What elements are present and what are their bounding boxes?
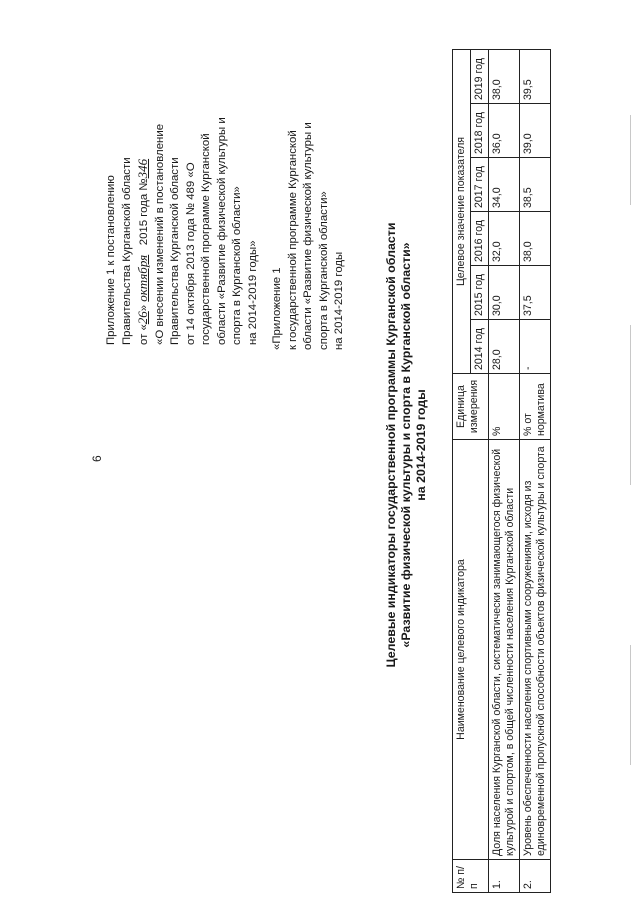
title-line: «Развитие физической культуры и спорта в Курганской области»	[399, 242, 413, 648]
row-value: 37,5	[520, 266, 551, 320]
row-value: 32,0	[489, 212, 520, 266]
row-num: 2.	[520, 860, 551, 893]
table-row	[520, 50, 551, 893]
scan-artifact-line	[630, 645, 631, 765]
row-value: 30,0	[489, 266, 520, 320]
annex-line: спорта в Курганской области»	[317, 191, 330, 350]
row-indicator-name: Доля населения Курганской области, систематически занимающегося физической культурой и спортом, в общей численности населения Курганской области	[489, 440, 520, 860]
decree-line: Правительства Курганской области	[120, 157, 133, 345]
decree-line: Приложение 1 к постановлению	[105, 175, 117, 345]
row-indicator-name: Уровень обеспеченности населения спортивными сооружениями, исходя из единовременной пропускной способности объектов физической культуры и спорта	[520, 440, 551, 860]
header-year: 2016 год	[471, 212, 489, 266]
annex-reference-block	[270, 20, 348, 350]
row-value: 39,5	[520, 50, 551, 104]
header-target-group: Целевое значение показателя	[453, 50, 471, 374]
decree-line: на 2014-2019 годы»	[246, 240, 259, 345]
title-line: Целевые индикаторы государственной программы Курганской области	[384, 222, 398, 668]
row-num: 1.	[489, 860, 520, 893]
handwritten-number: 346	[135, 158, 150, 179]
handwritten-day: 26	[135, 311, 150, 325]
annex-line: на 2014-2019 годы	[333, 251, 345, 350]
annex-line: к государственной программе Курганской	[286, 130, 299, 350]
row-value: 38,5	[520, 158, 551, 212]
table-row	[489, 50, 520, 893]
header-name: Наименование целевого индикатора	[453, 440, 489, 860]
row-value: -	[520, 320, 551, 374]
header-year: 2014 год	[471, 320, 489, 374]
row-value: 28,0	[489, 320, 520, 374]
table-header-row	[453, 50, 471, 893]
decree-line: «О внесении изменений в постановление	[153, 123, 166, 345]
scan-artifact-line	[630, 115, 631, 205]
header-year: 2019 год	[471, 50, 489, 104]
scan-artifact-line	[630, 325, 631, 485]
header-num: № п/п	[453, 860, 489, 893]
row-value: 34,0	[489, 158, 520, 212]
indicators-table	[452, 49, 551, 893]
decree-line: от 14 октября 2013 года № 489 «О	[184, 162, 197, 345]
row-unit: % от норматива	[520, 374, 551, 440]
decree-line: спорта в Курганской области»	[231, 186, 243, 345]
header-year: 2018 год	[471, 104, 489, 158]
header-year: 2017 год	[471, 158, 489, 212]
decree-reference-block	[104, 15, 261, 345]
header-year: 2015 год	[471, 266, 489, 320]
row-value: 38,0	[520, 212, 551, 266]
header-unit: Единица измерения	[453, 374, 489, 440]
title-line: на 2014-2019 годы	[414, 389, 428, 501]
document-title	[384, 145, 429, 745]
page-number: 6	[90, 455, 104, 462]
row-value: 36,0	[489, 104, 520, 158]
handwritten-month: октября	[135, 254, 150, 302]
decree-date-line: от «26» октября 2015 года №346	[135, 158, 150, 345]
annex-line: области «Развитие физической культуры и	[302, 122, 314, 350]
row-unit: %	[489, 374, 520, 440]
decree-line: Правительства Курганской области	[169, 157, 181, 345]
row-value: 38,0	[489, 50, 520, 104]
row-value: 39,0	[520, 104, 551, 158]
annex-line: «Приложение 1	[271, 267, 283, 350]
decree-line: области «Развитие физической культуры и	[215, 117, 228, 345]
decree-line: государственной программе Курганской	[200, 133, 212, 345]
